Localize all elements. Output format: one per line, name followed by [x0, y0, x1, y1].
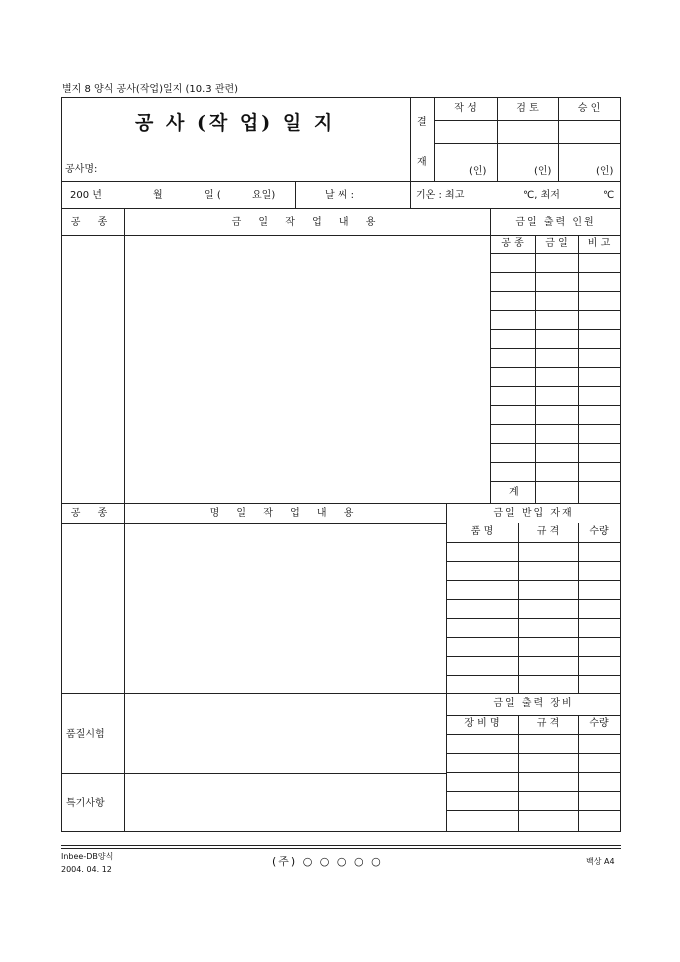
tomorrow-type-divider: [124, 503, 125, 831]
materials-row-line: [446, 580, 621, 581]
tomorrow-type-header: 공 종: [70, 508, 115, 519]
manpower-col-remark: 비 고: [587, 238, 611, 249]
manpower-header: 금일 출력 인원: [515, 217, 596, 228]
temperature-high-label: 기온 : 최고: [416, 190, 465, 201]
today-content-header: 금 일 작 업 내 용: [231, 217, 383, 228]
approval-left-line: [410, 97, 411, 181]
materials-left-line: [446, 503, 447, 831]
approval-seal-approve: (인): [596, 166, 614, 177]
manpower-row-line: [490, 253, 621, 254]
today-type-divider: [124, 208, 125, 503]
date-temp-divider: [410, 181, 411, 208]
materials-col-spec: 규 격: [536, 526, 560, 537]
frame-bottom-double-line-2: [61, 848, 621, 849]
approval-label-top: 결: [417, 117, 427, 128]
date-row-bottom-line: [61, 208, 621, 209]
date-row-top-line: [61, 181, 621, 182]
frame-bottom-double-line: [61, 845, 621, 846]
materials-header: 금일 반입 자재: [493, 508, 574, 519]
date-weather-divider: [295, 181, 296, 208]
special-top-line: [61, 773, 446, 774]
quality-test-label: 품질시험: [66, 729, 105, 740]
manpower-row-line: [490, 272, 621, 273]
footer-form-code: Inbee-DB양식: [61, 852, 114, 861]
materials-row-line: [446, 637, 621, 638]
materials-col-divider-2: [578, 523, 579, 693]
approval-head-review: 검 토: [516, 103, 539, 114]
equipment-col-qty: 수량: [589, 718, 609, 729]
special-notes-label: 특기사항: [66, 798, 105, 809]
tomorrow-top-line: [61, 503, 621, 504]
materials-row-line: [446, 561, 621, 562]
equipment-header: 금일 출력 장비: [493, 698, 574, 709]
manpower-col-type: 공 종: [501, 238, 524, 249]
approval-seal-review: (인): [534, 166, 552, 177]
approval-mid-line: [434, 143, 621, 144]
temperature-low-label: ℃, 최저: [523, 190, 560, 201]
equipment-row-line: [446, 791, 621, 792]
today-type-header: 공 종: [70, 217, 115, 228]
quality-top-line: [61, 693, 621, 694]
equipment-row-line: [446, 772, 621, 773]
equipment-col-divider-1: [518, 715, 519, 831]
manpower-row-line: [490, 367, 621, 368]
materials-col-name: 품 명: [470, 526, 494, 537]
footer-form-date: 2004. 04. 12: [61, 865, 112, 874]
footer-company: (주) ○ ○ ○ ○ ○: [272, 855, 383, 868]
approval-head-line: [434, 120, 621, 121]
date-day: 일 (: [204, 190, 221, 201]
approval-label-bottom: 재: [417, 157, 427, 168]
equipment-row-line: [446, 810, 621, 811]
date-month: 월: [153, 190, 163, 201]
equipment-col-spec: 규 격: [536, 718, 560, 729]
manpower-row-line: [490, 405, 621, 406]
materials-row-line: [446, 656, 621, 657]
manpower-row-line: [490, 310, 621, 311]
frame-bottom-line: [61, 831, 621, 832]
approval-head-writer: 작 성: [454, 103, 477, 114]
manpower-row-line: [490, 424, 621, 425]
materials-row-line: [446, 542, 621, 543]
page-title: 공 사 (작 업) 일 지: [135, 112, 336, 134]
equipment-row-line: [446, 734, 621, 735]
manpower-row-line: [490, 291, 621, 292]
manpower-row-line: [490, 443, 621, 444]
form-reference-note: 별지 8 양식 공사(작업)일지 (10.3 관련): [62, 84, 239, 95]
equipment-row-line: [446, 753, 621, 754]
manpower-row-line: [490, 481, 621, 482]
materials-row-line: [446, 675, 621, 676]
manpower-row-line: [490, 329, 621, 330]
temperature-unit: ℃: [603, 190, 615, 201]
materials-row-line: [446, 599, 621, 600]
weather-label: 날 씨 :: [325, 190, 355, 201]
manpower-row-line: [490, 386, 621, 387]
frame-top-line: [61, 97, 621, 98]
materials-col-qty: 수량: [589, 526, 609, 537]
materials-row-line: [446, 618, 621, 619]
equipment-col-name: 장 비 명: [464, 718, 500, 729]
date-weekday: 요일): [252, 190, 276, 201]
manpower-total-label: 계: [509, 487, 519, 498]
today-header-line: [61, 235, 621, 236]
manpower-col-today: 금 일: [545, 238, 568, 249]
equipment-header-line: [446, 715, 621, 716]
approval-head-approve: 승 인: [577, 103, 601, 114]
footer-paper-size: 백상 A4: [586, 857, 615, 866]
manpower-row-line: [490, 462, 621, 463]
manpower-row-line: [490, 348, 621, 349]
tomorrow-content-header: 명 일 작 업 내 용: [209, 508, 361, 519]
equipment-col-divider-2: [578, 715, 579, 831]
tomorrow-header-line: [61, 523, 446, 524]
date-year: 200 년: [70, 190, 102, 201]
approval-seal-writer: (인): [469, 166, 487, 177]
project-name-label: 공사명:: [65, 164, 98, 175]
materials-col-divider-1: [518, 523, 519, 693]
